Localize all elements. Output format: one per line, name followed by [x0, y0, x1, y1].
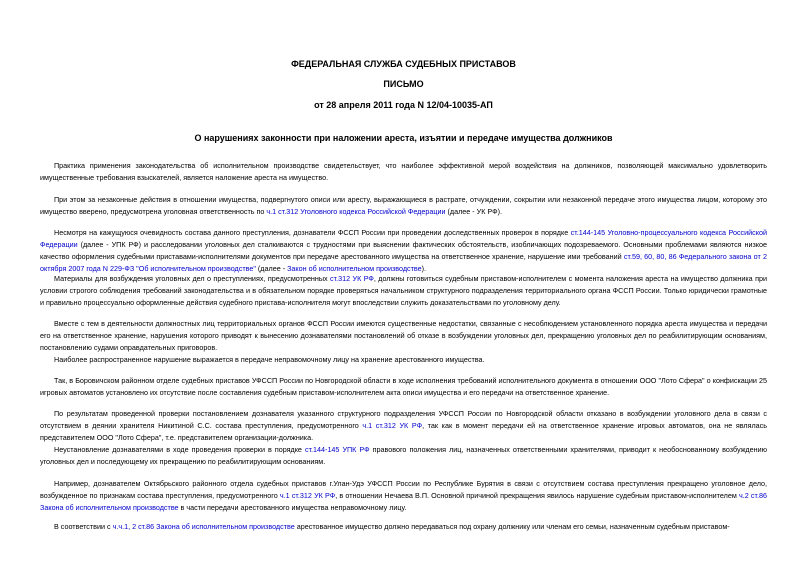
paragraph-text: Практика применения законодательства об исполнительном производстве свидетельствует, что наиболее эффективной мерой воздействия на должников, позволяющей максимально удовлетворить имущественные требования взыскателей, является наложение ареста на имущество.	[40, 161, 767, 182]
paragraph-text: Например, дознавателем Октябрьского районного отдела судебных приставов г.Улан-Удэ УФССП России по Республике Бурятия в связи с отсутствием состава преступления прекращено уголовное дело, возбужденное по признакам состава преступления, предусмотренного	[40, 479, 767, 500]
paragraph	[40, 160, 767, 184]
paragraph-text: ).	[421, 264, 427, 273]
paragraph	[40, 375, 767, 399]
paragraph-text: , так как в момент передачи ей на ответственное хранение игровых автоматов, она не являлась представителем ООО "Лото Сфера", т.е. представителем организации-должника.	[40, 421, 767, 442]
paragraph	[40, 354, 767, 366]
paragraph-text: правового положения лиц, назначенных ответственными хранителями, приводит к необоснованному возбуждению уголовных дел и последующему их прекращению по реабилитирующим основаниям.	[40, 445, 767, 466]
paragraph-text: Так, в Боровичском районном отделе судебных приставов УФССП России по Новгородской области в ходе исполнения требований исполнительного документа в отношении ООО "Лото Сфера" о конфискации 25 игровых автоматов установлено их отсутствие после составления судебным приставом-исполнителем акта описи имущества и его передачи на ответственное хранение.	[40, 376, 767, 397]
paragraph-text: При этом за незаконные действия в отношении имущества, подвергнутого описи или аресту, выражающиеся в растрате, отчуждении, сокрытии или незаконной передаче этого имущества лицом, которому это имущество вверено, предусмотрена уголовная ответственность по	[40, 195, 767, 216]
paragraph	[40, 521, 767, 533]
legal-reference-link[interactable]: ч.2 ст.86 Закона об исполнительном производстве	[40, 491, 767, 512]
paragraph-text: в части передачи арестованного имущества неправомочному лицу.	[178, 503, 407, 512]
document-type-heading: ПИСЬМО	[383, 79, 424, 89]
paragraph-text: (далее - УК РФ).	[445, 207, 502, 216]
paragraph-text: Материалы для возбуждения уголовных дел о преступлениях, предусмотренных	[54, 274, 331, 283]
paragraph-text: В соответствии с	[54, 522, 113, 531]
document-date-heading: от 28 апреля 2011 года N 12/04-10035-АП	[314, 100, 493, 110]
paragraph	[40, 478, 767, 514]
legal-reference-link[interactable]: ч.1 ст.312 Уголовного кодекса Российской Федерации	[266, 207, 446, 216]
paragraph-text: Неустановление дознавателями в ходе проведения проверки в порядке	[54, 445, 305, 454]
paragraph-text: Вместе с тем в деятельности должностных лиц территориальных органов ФССП России имеются существенные недостатки, связанные с несоблюдением установленного порядка ареста имущества и передачи его на ответственное хранение, нарушения которого приводят к вынесению дознавателями постановлений об отказе в возбуждении уголовных дел, прекращению уголовных дел по реабилитирующим основаниям, постановлению судами оправдательных приговоров.	[40, 319, 767, 352]
paragraph	[40, 227, 767, 275]
paragraph-text: , в отношении Нечаева В.П. Основной причиной прекращения явилось нарушение судебным приставом-исполнителем	[335, 491, 739, 500]
paragraph-text: По результатам проведенной проверки постановлением дознавателя указанного структурного подразделения УФССП России по Новгородской области отказано в возбуждении уголовного дела в связи с отсутствием в деянии хранителя Никитиной С.С. состава преступления, предусмотренного	[40, 409, 767, 430]
legal-reference-link[interactable]: ст.312 УК РФ	[330, 274, 374, 283]
document-title: О нарушениях законности при наложении ареста, изъятии и передаче имущества должников	[194, 133, 613, 143]
paragraph	[40, 408, 767, 444]
paragraph-text: , должны готовиться судебным приставом-исполнителем с момента наложения ареста на имущество должника при условии строгого соблюдения требований законодательства и в обязательном порядке проверяться начальником структурного подразделения территориального органа ФССП России. Только юридически грамотные и правильно процессуально оформленные действия судебного пристава-исполнителя могут впоследствии служить доказательствами по уголовному делу.	[40, 274, 767, 307]
legal-reference-link[interactable]: ч.1 ст.312 УК РФ	[362, 421, 423, 430]
paragraph-text: (далее -	[255, 264, 288, 273]
paragraph	[40, 273, 767, 309]
legal-reference-link[interactable]: ч.ч.1, 2 ст.86 Закона об исполнительном производстве	[112, 522, 295, 531]
paragraph	[40, 194, 767, 218]
legal-reference-link[interactable]: ст.59, 60, 80, 86 Федерального закона от 2 октября 2007 года N 229-ФЗ "Об исполнительном производстве"	[40, 252, 767, 273]
legal-reference-link[interactable]: Закон об исполнительном производстве	[287, 264, 422, 273]
paragraph-text: (далее - УПК РФ) и расследовании уголовных дел сталкиваются с трудностями при выяснении фактических обстоятельств, изобличающих подозреваемого. Основными проблемами являются низкое качество оформления судебными приставами-исполнителями документов при передаче арестованного имущества на ответственное хранение, нарушение ими требований	[40, 240, 767, 261]
paragraph-text: арестованное имущество должно передаваться под охрану должнику или членам его семьи, назначенным судебным приставом-	[294, 522, 730, 531]
organization-heading: ФЕДЕРАЛЬНАЯ СЛУЖБА СУДЕБНЫХ ПРИСТАВОВ	[291, 59, 516, 69]
legal-reference-link[interactable]: ст.144-145 Уголовно-процессуального кодекса Российской Федерации	[40, 228, 767, 249]
paragraph-text: Несмотря на кажущуюся очевидность состава данного преступления, дознаватели ФССП России при проведении доследственных проверок в порядке	[54, 228, 571, 237]
paragraph-text: Наиболее распространенное нарушение выражается в передаче неправомочному лицу на хранение арестованного имущества.	[54, 355, 485, 364]
legal-reference-link[interactable]: ч.1 ст.312 УК РФ	[279, 491, 336, 500]
legal-reference-link[interactable]: ст.144-145 УПК РФ	[304, 445, 370, 454]
paragraph	[40, 444, 767, 468]
paragraph	[40, 318, 767, 354]
